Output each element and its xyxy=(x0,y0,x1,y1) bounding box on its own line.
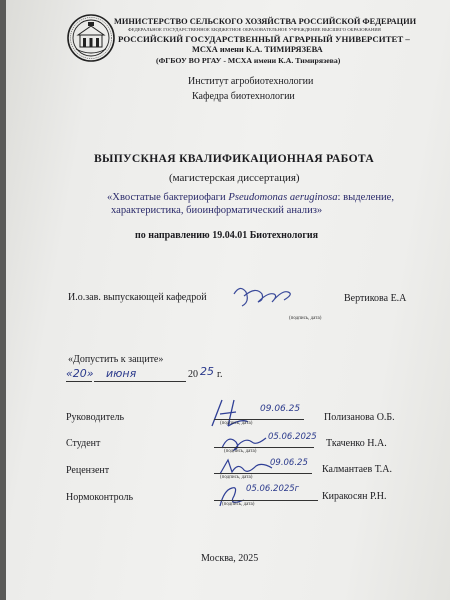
signatory-name: Ткаченко Н.А. xyxy=(326,438,387,449)
topic-species: Pseudomonas aeruginosa xyxy=(228,192,338,203)
signatory-name: Полизанова О.Б. xyxy=(324,412,395,423)
admission-label: «Допустить к защите» xyxy=(68,354,164,365)
signature-date: 05.06.2025г xyxy=(246,484,300,494)
university-abbreviation: (ФГБОУ ВО РГАУ - МСХА имени К.А. Тимирязева) xyxy=(156,56,341,65)
head-of-department-signature-caption: (подпись, дата) xyxy=(289,316,322,321)
signatory-name: Киракосян Р.Н. xyxy=(322,491,387,502)
document-title: ВЫПУСКНАЯ КВАЛИФИКАЦИОННАЯ РАБОТА xyxy=(94,152,375,165)
signature-role: Руководитель xyxy=(66,412,125,423)
head-of-department-signature-icon xyxy=(228,280,298,314)
signature-underline xyxy=(214,473,312,474)
signature-caption: (подпись, дата) xyxy=(222,502,255,507)
signature-caption: (подпись, дата) xyxy=(220,475,253,480)
study-direction: по направлению 19.04.01 Биотехнология xyxy=(135,230,319,241)
thesis-topic-line-2: характеристика, биоинформатический анализ» xyxy=(111,205,323,216)
department-name: Кафедра биотехнологии xyxy=(192,91,295,102)
signature-date: 05.06.2025 xyxy=(268,432,317,442)
topic-rest: : выделение, xyxy=(337,192,395,203)
signature-underline xyxy=(214,447,314,448)
institution-type-line: ФЕДЕРАЛЬНОЕ ГОСУДАРСТВЕННОЕ БЮДЖЕТНОЕ ОБРАЗОВАТЕЛЬНОЕ УЧРЕЖДЕНИЕ ВЫСШЕГО ОБРАЗОВАНИЯ xyxy=(128,27,381,32)
admission-day: «20» xyxy=(66,367,94,380)
admission-year-suffix: 25 xyxy=(200,365,214,378)
month-underline xyxy=(94,381,186,382)
document-page xyxy=(6,0,450,600)
head-of-department-name: Вертикова Е.А xyxy=(344,293,407,304)
university-name-line-2: МСХА имени К.А. ТИМИРЯЗЕВА xyxy=(192,45,323,54)
signature-role: Студент xyxy=(66,438,101,449)
signature-underline xyxy=(214,419,304,420)
university-name-line: РОССИЙСКИЙ ГОСУДАРСТВЕННЫЙ АГРАРНЫЙ УНИВЕРСИТЕТ – xyxy=(118,34,410,44)
signature-date: 09.06.25 xyxy=(260,404,301,414)
signature-role: Нормоконтроль xyxy=(66,492,134,503)
signature-date: 09.06.25 xyxy=(270,458,308,468)
signature-caption: (подпись, дата) xyxy=(224,449,257,454)
signature-caption: (подпись, дата) xyxy=(220,421,253,426)
head-of-department-label: И.о.зав. выпускающей кафедрой xyxy=(68,292,207,303)
signatory-name: Калмантаев Т.А. xyxy=(322,464,393,475)
signature-role: Рецензент xyxy=(66,465,110,476)
thesis-topic-line-1 xyxy=(107,191,394,204)
topic-open: «Хвостатые бактериофаги xyxy=(107,192,229,203)
city-year: Москва, 2025 xyxy=(201,553,259,564)
admission-year-end: г. xyxy=(217,369,223,380)
institute-name: Институт агробиотехнологии xyxy=(188,76,314,87)
document-type: (магистерская диссертация) xyxy=(169,172,300,184)
signature-underline xyxy=(214,500,318,501)
admission-month: июня xyxy=(106,367,137,380)
ministry-line: МИНИСТЕРСТВО СЕЛЬСКОГО ХОЗЯЙСТВА РОССИЙСКОЙ ФЕДЕРАЦИИ xyxy=(114,17,417,26)
university-emblem-icon xyxy=(66,13,116,63)
admission-year-prefix: 20 xyxy=(188,369,198,380)
day-underline xyxy=(66,381,92,382)
